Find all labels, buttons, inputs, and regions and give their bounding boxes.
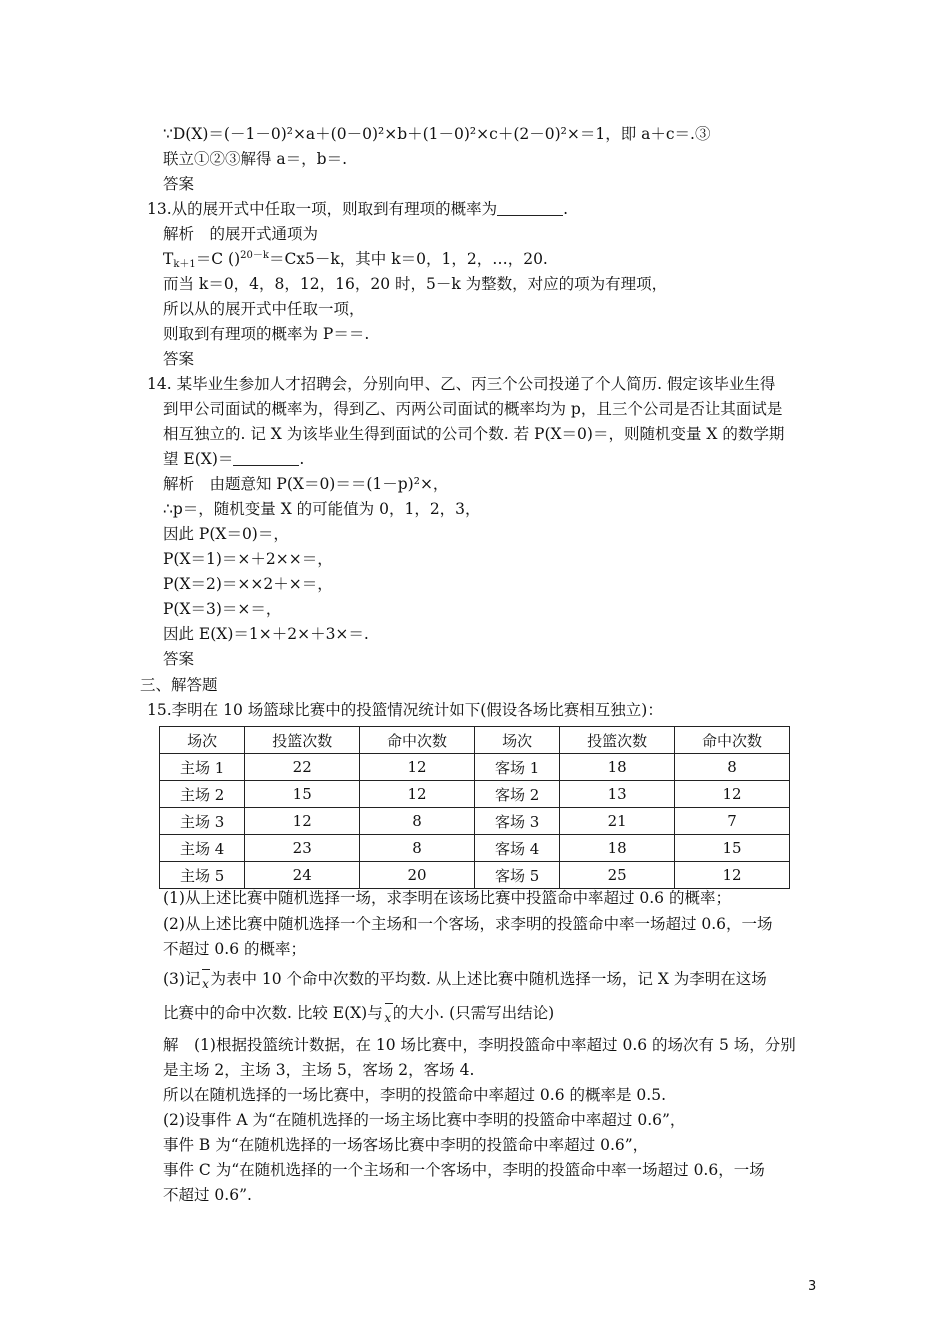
- table-cell: 18: [560, 835, 675, 862]
- table-cell: 8: [360, 808, 475, 835]
- table-row: [160, 862, 790, 889]
- text-line: 答案: [163, 350, 195, 368]
- column-header: 命中次数: [675, 727, 790, 754]
- table-row: [160, 835, 790, 862]
- table-cell: 18: [560, 754, 675, 781]
- formula-part: ＝Cx5－k，其中 k＝0，1，2，…，20.: [268, 250, 548, 268]
- column-header: 投篮次数: [560, 727, 675, 754]
- table-cell: 12: [675, 781, 790, 808]
- table-cell: 主场 4: [160, 835, 245, 862]
- table-cell: 15: [675, 835, 790, 862]
- table-row: [160, 754, 790, 781]
- question-text: 的大小. (只需写出结论): [392, 1004, 555, 1022]
- solution-line: 是主场 2，主场 3，主场 5，客场 2，客场 4.: [163, 1061, 475, 1079]
- text-line: 解析 的展开式通项为: [163, 225, 319, 243]
- table-cell: 客场 1: [474, 754, 559, 781]
- formula-subscript: k＋1: [173, 259, 196, 270]
- text-line: 联立①②③解得 a＝，b＝.: [163, 150, 348, 168]
- formula-superscript: 20－k: [240, 250, 269, 261]
- question-14-line: 相互独立的. 记 X 为该毕业生得到面试的公司个数. 若 P(X＝0)＝，则随机变量 X 的数学期: [163, 425, 785, 443]
- table-cell: 客场 2: [474, 781, 559, 808]
- subquestion-2: 不超过 0.6 的概率；: [163, 940, 307, 958]
- question-text: 比赛中的命中次数. 比较 E(X)与: [163, 1004, 383, 1022]
- question-14-line: 14. 某毕业生参加人才招聘会，分别向甲、乙、丙三个公司投递了个人简历. 假定该毕业生得: [147, 375, 776, 393]
- solution-line: 事件 B 为“在随机选择的一场客场比赛中李明的投篮命中率超过 0.6”，: [163, 1136, 649, 1154]
- formula-part: T: [163, 250, 174, 268]
- solution-line: 解 (1)根据投篮统计数据，在 10 场比赛中，李明投篮命中率超过 0.6 的场次有 5 场，分别: [163, 1036, 796, 1054]
- table-cell: 12: [360, 781, 475, 808]
- text-line: 则取到有理项的概率为 P＝＝.: [163, 325, 370, 343]
- table-cell: 12: [360, 754, 475, 781]
- table-cell: 25: [560, 862, 675, 889]
- mean-symbol: x: [383, 1003, 393, 1029]
- question-text: 望 E(X)＝: [163, 450, 234, 468]
- table-cell: 12: [675, 862, 790, 889]
- table-cell: 24: [245, 862, 360, 889]
- text-line: P(X＝2)＝××2＋×＝，: [163, 575, 333, 593]
- solution-line: 所以在随机选择的一场比赛中，李明的投篮命中率超过 0.6 的概率是 0.5.: [163, 1086, 667, 1104]
- text-line: 因此 E(X)＝1×＋2×＋3×＝.: [163, 625, 369, 643]
- text-line: ∴p＝，随机变量 X 的可能值为 0，1，2，3，: [163, 500, 481, 518]
- table-row: [160, 808, 790, 835]
- text-line: 答案: [163, 175, 195, 193]
- column-header: 场次: [474, 727, 559, 754]
- stats-table: [159, 726, 790, 889]
- table-cell: 15: [245, 781, 360, 808]
- subquestion-3: [163, 1002, 554, 1029]
- answer-blank: [233, 451, 299, 466]
- formula-part: ＝C (): [195, 250, 241, 268]
- solution-line: (2)设事件 A 为“在随机选择的一场主场比赛中李明的投篮命中率超过 0.6”，: [163, 1111, 686, 1129]
- table-cell: 7: [675, 808, 790, 835]
- text-line: P(X＝1)＝×＋2××＝，: [163, 550, 333, 568]
- answer-blank: [497, 201, 563, 216]
- question-15: 15.李明在 10 场篮球比赛中的投篮情况统计如下(假设各场比赛相互独立)：: [147, 701, 663, 719]
- question-13: [147, 198, 568, 220]
- column-header: 场次: [160, 727, 245, 754]
- subquestion-1: (1)从上述比赛中随机选择一场，求李明在该场比赛中投篮命中率超过 0.6 的概率；: [163, 889, 731, 907]
- table-cell: 主场 5: [160, 862, 245, 889]
- question-text-end: .: [563, 200, 569, 218]
- formula-line: [163, 248, 548, 270]
- table-cell: 20: [360, 862, 475, 889]
- subquestion-3: [163, 968, 767, 995]
- text-line: 而当 k＝0，4，8，12，16，20 时，5－k 为整数，对应的项为有理项，: [163, 275, 668, 293]
- question-text: 为表中 10 个命中次数的平均数. 从上述比赛中随机选择一场，记 X 为李明在这场: [210, 970, 767, 988]
- text-line: 因此 P(X＝0)＝，: [163, 525, 289, 543]
- column-header: 投篮次数: [245, 727, 360, 754]
- text-line: P(X＝3)＝×＝，: [163, 600, 282, 618]
- table-cell: 客场 5: [474, 862, 559, 889]
- question-14-line: [163, 448, 304, 470]
- table-cell: 客场 3: [474, 808, 559, 835]
- table-cell: 22: [245, 754, 360, 781]
- solution-line: 事件 C 为“在随机选择的一个主场和一个客场中，李明的投篮命中率一场超过 0.6，一场: [163, 1161, 765, 1179]
- subquestion-2: (2)从上述比赛中随机选择一个主场和一个客场，求李明的投篮命中率一场超过 0.6，一场: [163, 915, 773, 933]
- table-cell: 主场 1: [160, 754, 245, 781]
- page-number: 3: [808, 1279, 817, 1294]
- table-cell: 8: [360, 835, 475, 862]
- mean-symbol: x: [200, 969, 210, 995]
- table-cell: 8: [675, 754, 790, 781]
- text-line: 所以从的展开式中任取一项，: [163, 300, 365, 318]
- question-text: (3)记: [163, 970, 201, 988]
- question-text-end: .: [299, 450, 305, 468]
- table-cell: 客场 4: [474, 835, 559, 862]
- question-14-line: 到甲公司面试的概率为，得到乙、丙两公司面试的概率均为 p，且三个公司是否让其面试是: [163, 400, 783, 418]
- text-line: 答案: [163, 650, 195, 668]
- table-cell: 23: [245, 835, 360, 862]
- section-heading: 三、解答题: [140, 676, 218, 694]
- table-cell: 12: [245, 808, 360, 835]
- question-text: 13.从的展开式中任取一项，则取到有理项的概率为: [147, 200, 498, 218]
- table-header-row: [160, 727, 790, 754]
- table-cell: 13: [560, 781, 675, 808]
- text-line: ∵D(X)＝(－1－0)²×a＋(0－0)²×b＋(1－0)²×c＋(2－0)²×＝1，即 a＋c＝.③: [163, 125, 711, 143]
- table-cell: 主场 3: [160, 808, 245, 835]
- table-cell: 21: [560, 808, 675, 835]
- text-line: 解析 由题意知 P(X＝0)＝＝(1－p)²×，: [163, 475, 449, 493]
- column-header: 命中次数: [360, 727, 475, 754]
- table-row: [160, 781, 790, 808]
- solution-line: 不超过 0.6”.: [163, 1186, 252, 1204]
- table-cell: 主场 2: [160, 781, 245, 808]
